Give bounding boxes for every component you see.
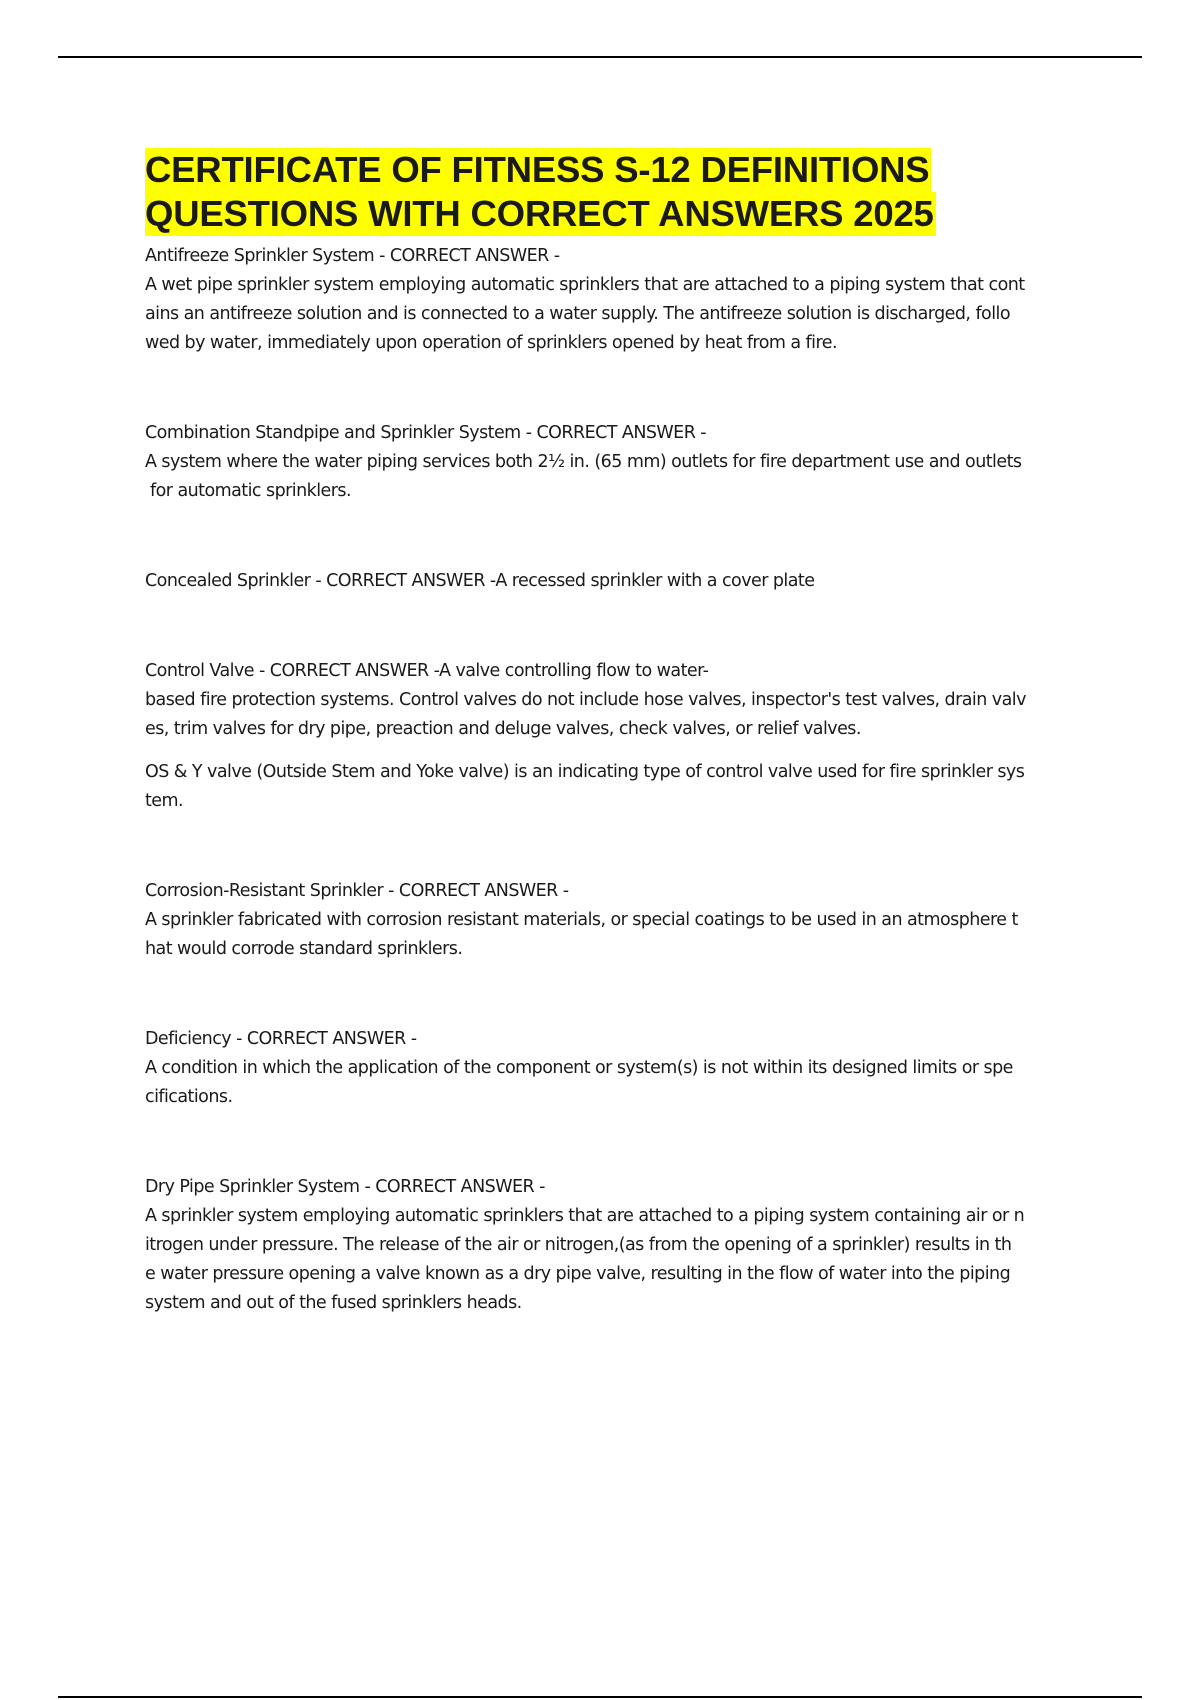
definition-text: system and out of the fused sprinklers heads. xyxy=(145,1293,522,1313)
definition-text: es, trim valves for dry pipe, preaction and deluge valves, check valves, or relief valves. xyxy=(145,719,861,739)
note-text: OS & Y valve (Outside Stem and Yoke valve) is an indicating type of control valve used for fire sprinkler sys xyxy=(145,762,1025,782)
definition-term: Combination Standpipe and Sprinkler System - CORRECT ANSWER - xyxy=(145,423,707,443)
title-line-1: CERTIFICATE OF FITNESS S-12 DEFINITIONS xyxy=(145,149,930,190)
note-text: tem. xyxy=(145,791,184,811)
definition-term: Concealed Sprinkler - CORRECT ANSWER -A recessed sprinkler with a cover plate xyxy=(145,571,815,591)
definition-text: itrogen under pressure. The release of the air or nitrogen,(as from the opening of a sprinkler) results in th xyxy=(145,1235,1012,1255)
definition-text: e water pressure opening a valve known as a dry pipe valve, resulting in the flow of water into the piping xyxy=(145,1264,1011,1284)
definition-entry xyxy=(145,567,1100,596)
title-line-2: QUESTIONS WITH CORRECT ANSWERS 2025 xyxy=(145,193,934,234)
definition-note xyxy=(145,758,1100,816)
definition-text: based fire protection systems. Control valves do not include hose valves, inspector's test valves, drain valv xyxy=(145,690,1026,710)
definition-term: Deficiency - CORRECT ANSWER - xyxy=(145,1029,417,1049)
definition-term: Corrosion-Resistant Sprinkler - CORRECT ANSWER - xyxy=(145,881,569,901)
definition-entry xyxy=(145,419,1100,506)
definition-entry xyxy=(145,657,1100,816)
definition-text: hat would corrode standard sprinklers. xyxy=(145,939,463,959)
definition-text: A condition in which the application of the component or system(s) is not within its designed limits or spe xyxy=(145,1058,1013,1078)
definition-term: Control Valve - CORRECT ANSWER -A valve controlling flow to water- xyxy=(145,661,709,681)
definition-text: for automatic sprinklers. xyxy=(145,481,351,501)
definition-text: A system where the water piping services both 2½ in. (65 mm) outlets for fire department use and outlets xyxy=(145,452,1022,472)
definition-text: A sprinkler fabricated with corrosion resistant materials, or special coatings to be used in an atmosphere t xyxy=(145,910,1018,930)
definition-text: ains an antifreeze solution and is connected to a water supply. The antifreeze solution is discharged, follo xyxy=(145,304,1010,324)
definition-text: A sprinkler system employing automatic sprinklers that are attached to a piping system containing air or n xyxy=(145,1206,1025,1226)
document-body xyxy=(145,148,1100,1318)
top-rule xyxy=(58,56,1142,58)
definition-text: wed by water, immediately upon operation of sprinklers opened by heat from a fire. xyxy=(145,333,837,353)
definition-term: Dry Pipe Sprinkler System - CORRECT ANSWER - xyxy=(145,1177,545,1197)
definition-entry xyxy=(145,1173,1100,1318)
document-title xyxy=(145,148,1100,236)
definition-entry xyxy=(145,877,1100,964)
bottom-rule xyxy=(58,1696,1142,1698)
definition-entry xyxy=(145,1025,1100,1112)
definition-text: A wet pipe sprinkler system employing automatic sprinklers that are attached to a piping system that cont xyxy=(145,275,1025,295)
definition-entry xyxy=(145,242,1100,358)
definition-text: cifications. xyxy=(145,1087,233,1107)
definition-term: Antifreeze Sprinkler System - CORRECT ANSWER - xyxy=(145,246,560,266)
